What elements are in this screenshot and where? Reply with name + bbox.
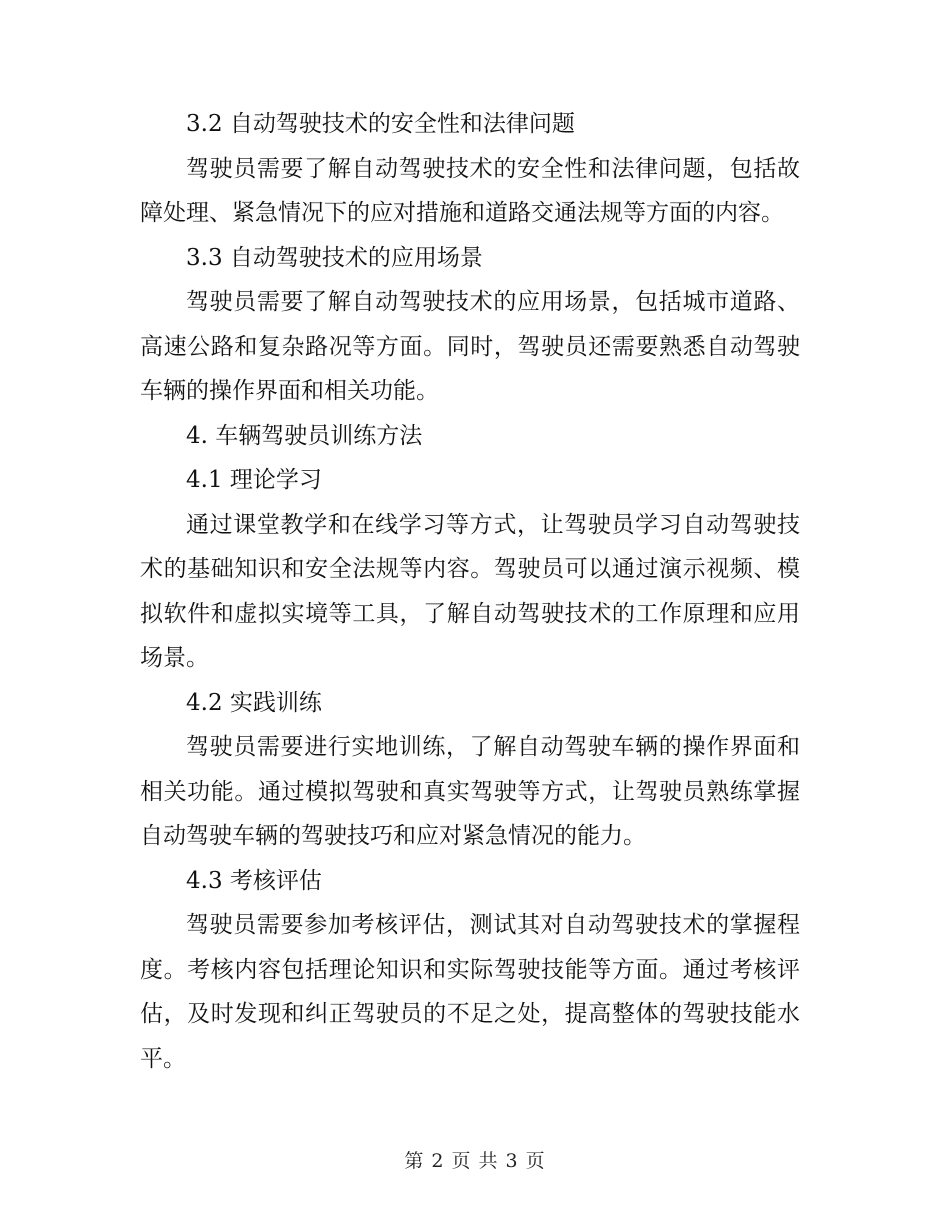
section-heading-3-2: 3.2 自动驾驶技术的安全性和法律问题	[186, 111, 575, 137]
paragraph-application-scenarios: 驾驶员需要了解自动驾驶技术的应用场景，包括城市道路、高速公路和复杂路况等方面。同时，驾驶员还需要熟悉自动驾驶车辆的操作界面和相关功能。	[140, 289, 800, 404]
page-footer: 第 2 页 共 3 页	[404, 1150, 546, 1172]
paragraph-safety-law: 驾驶员需要了解自动驾驶技术的安全性和法律问题，包括故障处理、紧急情况下的应对措施和道路交通法规等方面的内容。	[140, 155, 800, 226]
section-heading-4-1: 4.1 理论学习	[186, 467, 322, 493]
paragraph-practical-training: 驾驶员需要进行实地训练，了解自动驾驶车辆的操作界面和相关功能。通过模拟驾驶和真实驾驶等方式，让驾驶员熟练掌握自动驾驶车辆的驾驶技巧和应对紧急情况的能力。	[140, 734, 800, 849]
section-heading-3-3: 3.3 自动驾驶技术的应用场景	[186, 244, 483, 271]
paragraph-theory-learning: 通过课堂教学和在线学习等方式，让驾驶员学习自动驾驶技术的基础知识和安全法规等内容。驾驶员可以通过演示视频、模拟软件和虚拟实境等工具，了解自动驾驶技术的工作原理和应用场景。	[140, 511, 800, 671]
document-body	[140, 102, 800, 1081]
section-heading-4-2: 4.2 实践训练	[186, 689, 322, 716]
section-heading-4-3: 4.3 考核评估	[186, 867, 322, 894]
paragraph-assessment: 驾驶员需要参加考核评估，测试其对自动驾驶技术的掌握程度。考核内容包括理论知识和实际驾驶技能等方面。通过考核评估，及时发现和纠正驾驶员的不足之处，提高整体的驾驶技能水平。	[140, 912, 800, 1072]
section-heading-4: 4. 车辆驾驶员训练方法	[186, 422, 423, 449]
